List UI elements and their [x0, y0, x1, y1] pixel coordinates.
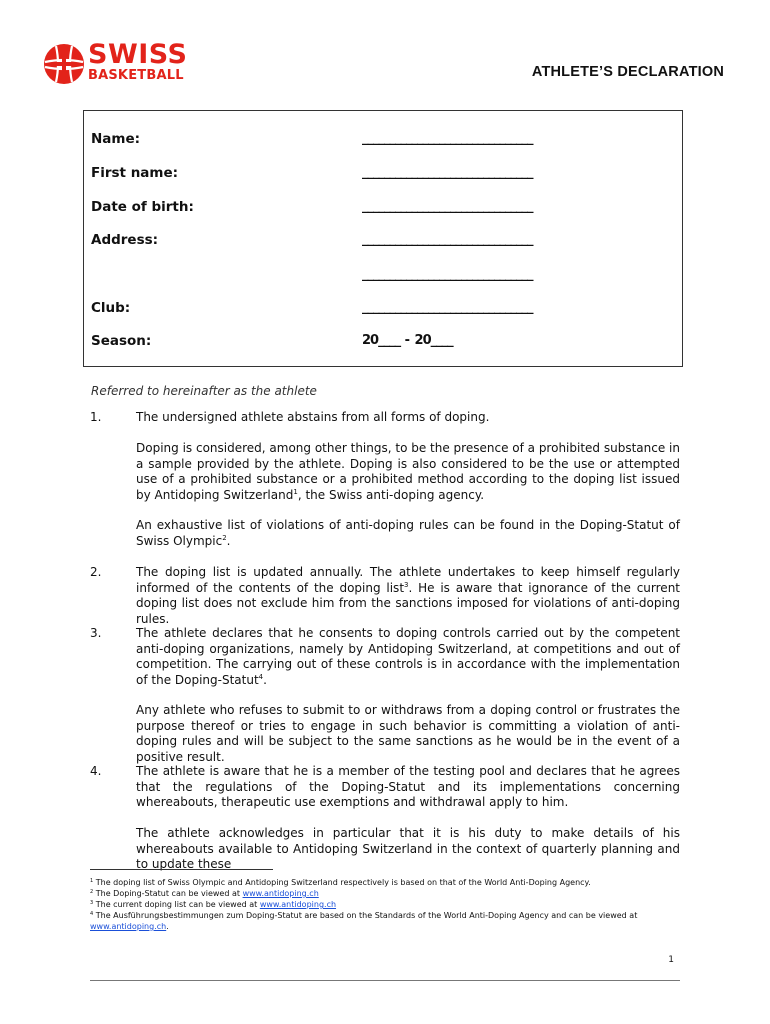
antidoping-link[interactable]: www.antidoping.ch [259, 900, 337, 909]
name-field[interactable]: _______________________________ [362, 131, 533, 146]
footnote-3: $^3$ The current doping list can be viewed at www.antidoping.ch [90, 900, 337, 909]
season-separator: - [400, 333, 415, 348]
form-row-address-2 [84, 267, 682, 287]
footnote-ref-3: 3 [404, 580, 409, 589]
form-row-date-of-birth [84, 199, 682, 219]
footnote-2: $^2$ The Doping-Statut can be viewed at www.antidoping.ch [90, 889, 319, 898]
address-field-line-2[interactable]: _______________________________ [362, 267, 533, 282]
logo-word-basketball: BASKETBALL [88, 68, 184, 83]
date-of-birth-label: Date of birth: [91, 199, 194, 215]
antidoping-link[interactable]: www.antidoping.ch [90, 922, 167, 931]
page-footer-rule [90, 980, 680, 981]
athlete-details-form [83, 110, 683, 367]
section-number: 4. [90, 764, 102, 778]
footnote-ref-2: 2 [222, 533, 227, 542]
season-prefix-start: 20 [362, 333, 379, 348]
swiss-basketball-logo [42, 39, 192, 86]
season-prefix-end: 20 [414, 333, 431, 348]
season-label: Season: [91, 333, 152, 349]
footnote-ref-4: 4 [258, 672, 264, 681]
page-number: 1 [668, 955, 674, 965]
section-1-paragraph-3: An exhaustive list of violations of anti-doping rules can be found in the Doping-Statut of Swiss Olympic$^2$. [136, 518, 680, 548]
footnote-1: $^1$ The doping list of Swiss Olympic and Antidoping Switzerland respectively is based on that of the World Anti-Doping Agency. [90, 878, 591, 887]
season-field[interactable] [362, 333, 453, 348]
club-field[interactable]: _______________________________ [362, 300, 533, 315]
first-name-field[interactable]: _______________________________ [362, 165, 533, 180]
name-label: Name: [91, 131, 141, 147]
date-of-birth-field[interactable]: _______________________________ [362, 199, 533, 214]
first-name-label: First name: [91, 165, 179, 181]
form-row-season [84, 333, 682, 353]
address-field-line-1[interactable]: _______________________________ [362, 232, 533, 247]
section-3-paragraph-1: The athlete declares that he consents to doping controls carried out by the competent anti-doping organizations, namely by Antidoping Switzerland, at competitions and out of competition. The carrying out of these controls is in accordance with the implementation of the Doping-Statut$^4$. [136, 626, 680, 687]
section-number: 3. [90, 626, 102, 640]
form-row-first-name [84, 165, 682, 185]
logo-word-swiss: SWISS [88, 39, 188, 70]
section-number: 1. [90, 410, 102, 424]
footnote-4: $^4$ The Ausführungsbestimmungen zum Doping-Statut are based on the Standards of the World Anti-Doping Agency and can be viewed at www.antidoping.ch. [90, 911, 638, 931]
section-1-paragraph-2: Doping is considered, among other things, to be the presence of a prohibited substance in a sample provided by the athlete. Doping is also considered to be the use or attempted use of a prohibited substance or a prohibited method according to the doping list issued by Antidoping Switzerland$^1$, the Swiss anti-doping agency. [136, 441, 680, 502]
footnote-separator [90, 869, 273, 870]
section-4-paragraph-2: The athlete acknowledges in particular that it is his duty to make details of his whereabouts available to Antidoping Switzerland in the context of quarterly planning and to update these [136, 826, 680, 872]
form-row-club [84, 300, 682, 320]
section-4-paragraph-1: The athlete is aware that he is a member of the testing pool and declares that he agrees that the regulations of the Doping-Statut and its implementations concerning whereabouts, therapeutic use exemptions and withdrawal apply to him. [136, 764, 680, 810]
form-row-name [84, 131, 682, 151]
section-number: 2. [90, 565, 102, 579]
section-3-paragraph-2: Any athlete who refuses to submit to or withdraws from a doping control or frustrates the purpose thereof or tries to engage in such behavior is committing a violation of anti-doping rules and will be subject to the same sanctions as he would be in the event of a positive result. [136, 703, 680, 764]
basketball-icon [42, 42, 86, 86]
section-2-paragraph-1: The doping list is updated annually. The athlete undertakes to keep himself regularly informed of the contents of the doping list$^3$. He is aware that ignorance of the current doping list does not exclude him from the sanctions imposed for violations of anti-doping rules. [136, 565, 681, 626]
section-1-paragraph-1: The undersigned athlete abstains from all forms of doping. [136, 410, 490, 424]
form-row-address [84, 232, 682, 252]
address-label: Address: [91, 232, 159, 248]
document-title: ATHLETE’S DECLARATION [531, 64, 724, 80]
footnote-ref-1: 1 [293, 487, 298, 496]
season-blank-start[interactable]: ____ [378, 333, 401, 348]
intro-text: Referred to hereinafter as the athlete [91, 384, 317, 398]
antidoping-link[interactable]: www.antidoping.ch [242, 889, 319, 898]
club-label: Club: [91, 300, 131, 316]
season-blank-end[interactable]: ____ [430, 333, 453, 348]
